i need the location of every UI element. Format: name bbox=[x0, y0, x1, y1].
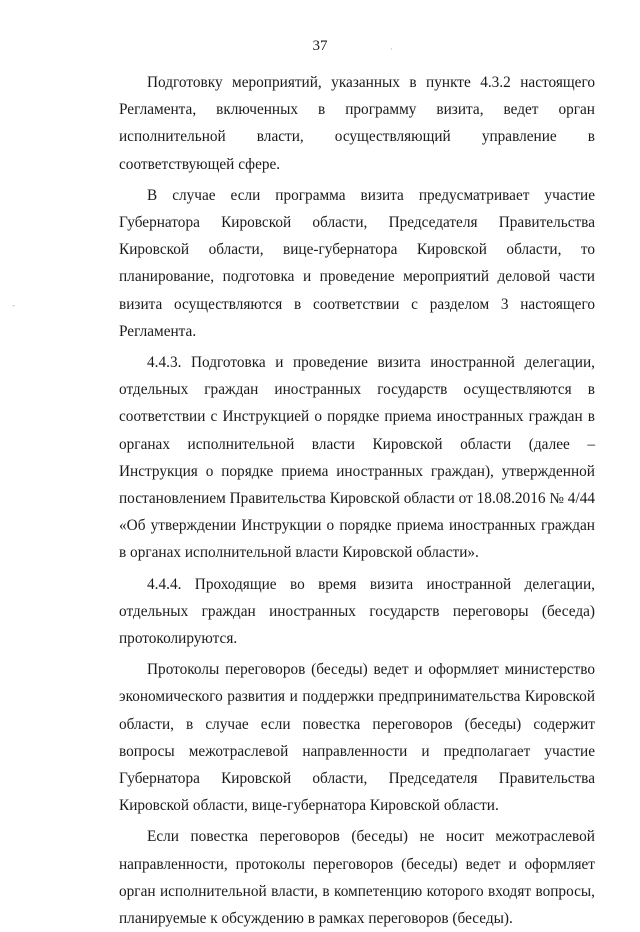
scan-mark: - bbox=[12, 300, 15, 310]
document-body bbox=[119, 69, 595, 932]
paragraph: Протоколы переговоров (беседы) ведет и оформляет министерство экономического развития и поддержки предпринимательства Кировской области, в случае если повестка переговоров (беседы) содержит вопросы межотраслевой направленности и предполагает участие Губернатора Кировской области, Председателя Правительства Кировской области, вице-губернатора Кировской области. bbox=[119, 661, 595, 815]
page-number: 37 bbox=[312, 38, 328, 54]
scan-mark: · bbox=[390, 44, 393, 54]
paragraph: 4.4.4. Проходящие во время визита иностранной делегации, отдельных граждан иностранных государств переговоры (беседа) протоколируются. bbox=[119, 575, 595, 648]
paragraph: В случае если программа визита предусматривает участие Губернатора Кировской области, Председателя Правительства Кировской области, вице-губернатора Кировской области, то планирование, подготовка и проведение мероприятий деловой части визита осуществляются в соответствии с разделом 3 настоящего Регламента. bbox=[119, 186, 595, 340]
paragraph: 4.4.3. Подготовка и проведение визита иностранной делегации, отдельных граждан иностранных государств осуществляются в соответствии с Инструкцией о порядке приема иностранных граждан в органах исполнительной власти Кировской области (далее – Инструкция о порядке приема иностранных граждан), утвержденной постановлением Правительства Кировской области от 18.08.2016 № 4/44 «Об утверждении Инструкции о порядке приема иностранных граждан в органах исполнительной власти Кировской области». bbox=[119, 354, 595, 562]
paragraph: Подготовку мероприятий, указанных в пункте 4.3.2 настоящего Регламента, включенных в программу визита, ведет орган исполнительной власти, осуществляющий управление в соответствующей сфере. bbox=[119, 74, 595, 173]
paragraph: Если повестка переговоров (беседы) не носит межотраслевой направленности, протоколы переговоров (беседы) ведет и оформляет орган исполнительной власти, в компетенцию которого входят вопросы, планируемые к обсуждению в рамках переговоров (беседы). bbox=[119, 828, 595, 928]
